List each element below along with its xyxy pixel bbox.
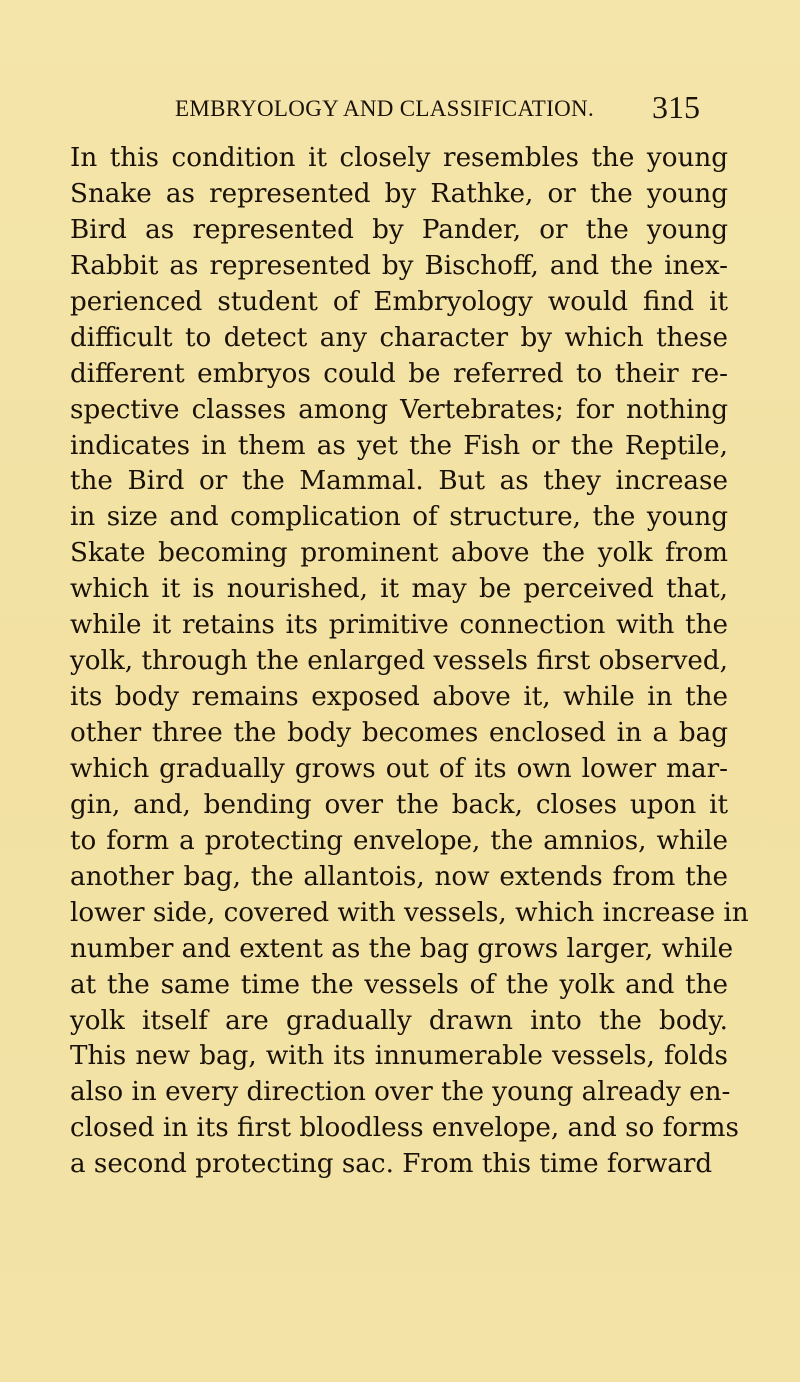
text-line: different embryos could be referred to their re- bbox=[70, 358, 728, 389]
text-line: In this condition it closely resembles the young bbox=[70, 143, 728, 173]
text-line: Snake as represented by Rathke, or the young bbox=[70, 178, 728, 209]
text-line: Bird as represented by Pander, or the young bbox=[70, 214, 728, 245]
body-paragraph bbox=[70, 141, 749, 1183]
text-line: which gradually grows out of its own lower mar- bbox=[70, 753, 728, 784]
text-line: This new bag, with its innumerable vessels, folds bbox=[70, 1041, 728, 1072]
text-line: while it retains its primitive connection with the bbox=[70, 610, 728, 641]
text-line: also in every direction over the young already en- bbox=[70, 1077, 731, 1108]
text-line: yolk itself are gradually drawn into the body. bbox=[70, 1005, 728, 1036]
text-line: other three the body becomes enclosed in a bag bbox=[70, 718, 728, 748]
text-line: another bag, the allantois, now extends from the bbox=[70, 861, 728, 892]
running-head-title: EMBRYOLOGY AND CLASSIFICATION. bbox=[175, 96, 594, 121]
text-line: indicates in them as yet the Fish or the Reptile, bbox=[70, 430, 728, 461]
text-line: in size and complication of structure, the young bbox=[70, 502, 728, 533]
text-line: number and extent as the bag grows larger, while bbox=[70, 933, 734, 964]
text-line: a second protecting sac. From this time forward bbox=[70, 1149, 713, 1180]
text-line: its body remains exposed above it, while in the bbox=[70, 682, 728, 713]
text-line: which it is nourished, it may be perceived that, bbox=[70, 574, 728, 605]
text-line: difficult to detect any character by which these bbox=[70, 322, 728, 353]
text-line: yolk, through the enlarged vessels first observed, bbox=[70, 646, 728, 677]
text-line: the Bird or the Mammal. But as they increase bbox=[70, 466, 728, 497]
text-line: perienced student of Embryology would find it bbox=[70, 286, 728, 317]
text-line: gin, and, bending over the back, closes upon it bbox=[70, 789, 728, 820]
text-line: lower side, covered with vessels, which increase in bbox=[70, 897, 749, 928]
running-head bbox=[0, 89, 800, 136]
text-line: closed in its first bloodless envelope, and so forms bbox=[70, 1113, 739, 1144]
text-line: Rabbit as represented by Bischoff, and the inex- bbox=[70, 250, 728, 281]
text-line: Skate becoming prominent above the yolk from bbox=[70, 538, 728, 569]
page-number: 315 bbox=[652, 89, 700, 125]
text-line: spective classes among Vertebrates; for nothing bbox=[70, 394, 728, 425]
text-line: at the same time the vessels of the yolk and the bbox=[70, 969, 728, 1000]
text-line: to form a protecting envelope, the amnios, while bbox=[70, 825, 728, 856]
